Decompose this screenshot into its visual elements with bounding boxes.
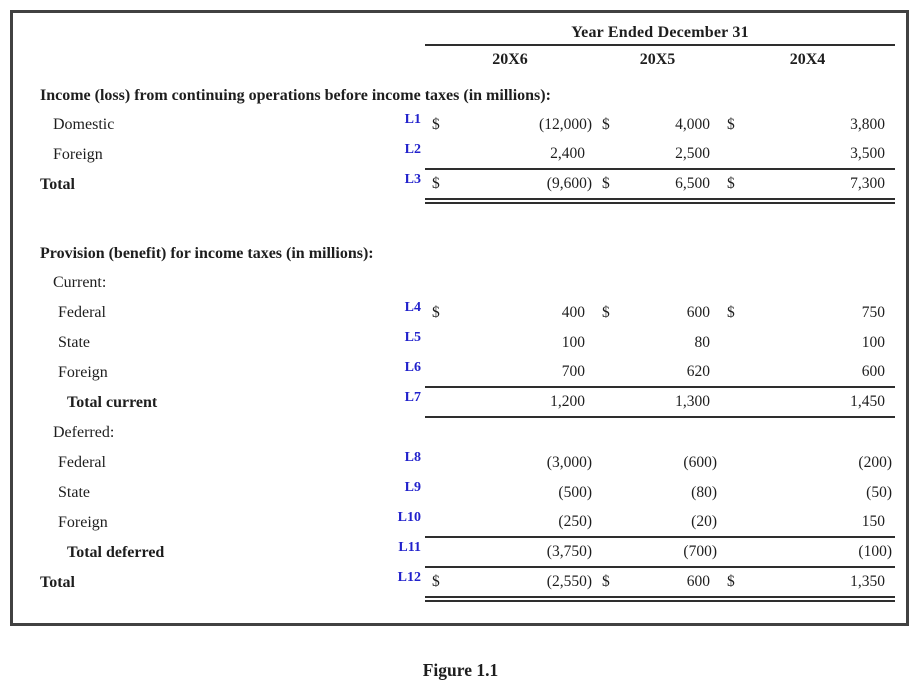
line-reference-label: L12 xyxy=(397,570,421,585)
amount-cell xyxy=(595,478,720,508)
line-reference-label: L9 xyxy=(404,480,421,495)
table-row xyxy=(40,538,895,568)
table-row xyxy=(40,418,895,448)
amount-cell xyxy=(595,298,720,328)
amount-columns xyxy=(425,170,895,200)
amount-columns xyxy=(425,508,895,538)
line-reference-label: L8 xyxy=(404,450,421,465)
amount-value: 2,500 xyxy=(675,145,710,162)
dollar-sign: $ xyxy=(727,304,735,321)
dollar-sign: $ xyxy=(432,116,440,133)
table-header-years-row xyxy=(40,46,895,74)
amount-cell xyxy=(720,170,895,198)
amount-columns xyxy=(425,358,895,388)
amount-value: 3,500 xyxy=(850,145,885,162)
amount-value: 100 xyxy=(861,334,885,351)
line-reference-label: L3 xyxy=(404,172,421,187)
line-reference-label: L4 xyxy=(404,300,421,315)
dollar-sign: $ xyxy=(432,175,440,192)
amount-columns xyxy=(425,538,895,568)
line-reference-label: L5 xyxy=(404,330,421,345)
table-row xyxy=(40,170,895,200)
amount-columns xyxy=(425,140,895,170)
amount-cell xyxy=(720,538,895,566)
row-label: Total deferred xyxy=(67,544,165,561)
table-row xyxy=(40,358,895,388)
line-reference-label: L1 xyxy=(404,112,421,127)
dollar-sign: $ xyxy=(602,573,610,590)
amount-cell xyxy=(425,140,595,168)
amount-value: 700 xyxy=(561,363,585,380)
dollar-sign: $ xyxy=(432,304,440,321)
amount-cell xyxy=(595,110,720,140)
amount-cell xyxy=(720,358,895,386)
row-label: Foreign xyxy=(58,514,108,531)
amount-value: (9,600) xyxy=(546,175,592,192)
amount-cell xyxy=(425,508,595,536)
row-label: Deferred: xyxy=(53,424,115,441)
amount-columns xyxy=(425,110,895,140)
amount-value: 2,400 xyxy=(550,145,585,162)
row-label: State xyxy=(58,334,90,351)
amount-value: 600 xyxy=(686,573,710,590)
row-label: State xyxy=(58,484,90,501)
row-label: Total xyxy=(40,176,75,193)
amount-cell xyxy=(720,568,895,596)
amount-cell xyxy=(595,388,720,416)
amount-value: 4,000 xyxy=(675,116,710,133)
amount-value: 3,800 xyxy=(850,116,885,133)
amount-cell xyxy=(720,328,895,358)
amount-cell xyxy=(425,298,595,328)
figure-caption: Figure 1.1 xyxy=(422,660,499,680)
amount-columns xyxy=(425,568,895,598)
table-row xyxy=(40,568,895,598)
amount-value: (12,000) xyxy=(539,116,592,133)
table-header-title-row xyxy=(40,22,895,46)
amount-cell xyxy=(595,508,720,536)
amount-value: (2,550) xyxy=(546,573,592,590)
amount-cell xyxy=(595,170,720,198)
line-reference-label: L11 xyxy=(398,540,421,555)
amount-cell xyxy=(425,170,595,198)
amount-cell xyxy=(720,110,895,140)
dollar-sign: $ xyxy=(602,175,610,192)
amount-value: (3,000) xyxy=(546,454,592,471)
amount-cell xyxy=(595,448,720,478)
amount-cell xyxy=(720,298,895,328)
amount-value: (50) xyxy=(866,484,892,501)
amount-value: 80 xyxy=(694,334,710,351)
row-label: Foreign xyxy=(58,364,108,381)
amount-cell xyxy=(425,328,595,358)
amount-value: 100 xyxy=(561,334,585,351)
amount-cell xyxy=(595,140,720,168)
amount-value: 1,200 xyxy=(550,393,585,410)
amount-value: 7,300 xyxy=(850,175,885,192)
table-row xyxy=(40,328,895,358)
dollar-sign: $ xyxy=(602,116,610,133)
amount-columns xyxy=(425,388,895,418)
row-label: Federal xyxy=(58,304,106,321)
row-label: Provision (benefit) for income taxes (in millions): xyxy=(40,244,374,262)
amount-value: (500) xyxy=(558,484,592,501)
amount-value: 1,450 xyxy=(850,393,885,410)
amount-cell xyxy=(425,110,595,140)
amount-cell xyxy=(595,328,720,358)
column-header-20x4: 20X4 xyxy=(789,51,826,68)
table-row xyxy=(40,388,895,418)
row-label: Total xyxy=(40,574,75,591)
amount-value: (100) xyxy=(858,543,892,560)
amount-cell xyxy=(425,538,595,566)
table-row xyxy=(40,298,895,328)
figure-box xyxy=(10,10,909,626)
amount-value: (200) xyxy=(858,454,892,471)
line-reference-label: L2 xyxy=(404,142,421,157)
amount-cell xyxy=(595,538,720,566)
amount-value: 400 xyxy=(561,304,585,321)
amount-cell xyxy=(425,448,595,478)
dollar-sign: $ xyxy=(602,304,610,321)
amount-cell xyxy=(425,478,595,508)
amount-columns xyxy=(425,298,895,328)
amount-value: (700) xyxy=(683,543,717,560)
row-label: Income (loss) from continuing operations before income taxes (in millions): xyxy=(40,86,551,104)
row-label: Federal xyxy=(58,454,106,471)
amount-value: 1,350 xyxy=(850,573,885,590)
section-spacer xyxy=(40,200,895,232)
amount-cell xyxy=(595,358,720,386)
header-spacer xyxy=(40,46,425,74)
amount-cell xyxy=(425,388,595,416)
table-row xyxy=(40,110,895,140)
line-reference-label: L7 xyxy=(404,390,421,405)
dollar-sign: $ xyxy=(432,573,440,590)
amount-value: (250) xyxy=(558,513,592,530)
column-header-20x5: 20X5 xyxy=(639,51,676,68)
amount-value: (20) xyxy=(691,513,717,530)
amount-cell xyxy=(595,568,720,596)
year-ended-header: Year Ended December 31 xyxy=(425,22,895,46)
table-body xyxy=(40,80,895,598)
row-label: Foreign xyxy=(53,146,103,163)
row-label: Total current xyxy=(67,394,158,411)
table-row xyxy=(40,140,895,170)
amount-value: 600 xyxy=(861,363,885,380)
dollar-sign: $ xyxy=(727,175,735,192)
table-row xyxy=(40,508,895,538)
amount-cell xyxy=(720,508,895,536)
dollar-sign: $ xyxy=(727,116,735,133)
amount-value: (80) xyxy=(691,484,717,501)
amount-cell xyxy=(425,358,595,386)
amount-value: 620 xyxy=(686,363,710,380)
amount-value: 6,500 xyxy=(675,175,710,192)
amount-value: 750 xyxy=(861,304,885,321)
line-reference-label: L6 xyxy=(404,360,421,375)
table-row xyxy=(40,268,895,298)
amount-columns xyxy=(425,448,895,478)
amount-value: (600) xyxy=(683,454,717,471)
amount-cell xyxy=(425,568,595,596)
row-label: Domestic xyxy=(53,116,115,133)
table-row xyxy=(40,448,895,478)
amount-value: 600 xyxy=(686,304,710,321)
table-row xyxy=(40,80,895,110)
line-reference-label: L10 xyxy=(397,510,421,525)
column-header-20x6: 20X6 xyxy=(492,51,528,68)
amount-cell xyxy=(720,140,895,168)
amount-cell xyxy=(720,388,895,416)
amount-columns xyxy=(425,328,895,358)
dollar-sign: $ xyxy=(727,573,735,590)
amount-columns xyxy=(425,478,895,508)
amount-cell xyxy=(720,478,895,508)
row-label: Current: xyxy=(53,274,107,291)
table-row xyxy=(40,478,895,508)
amount-value: (3,750) xyxy=(546,543,592,560)
table-row xyxy=(40,238,895,268)
amount-cell xyxy=(720,448,895,478)
amount-value: 150 xyxy=(861,513,885,530)
amount-value: 1,300 xyxy=(675,393,710,410)
